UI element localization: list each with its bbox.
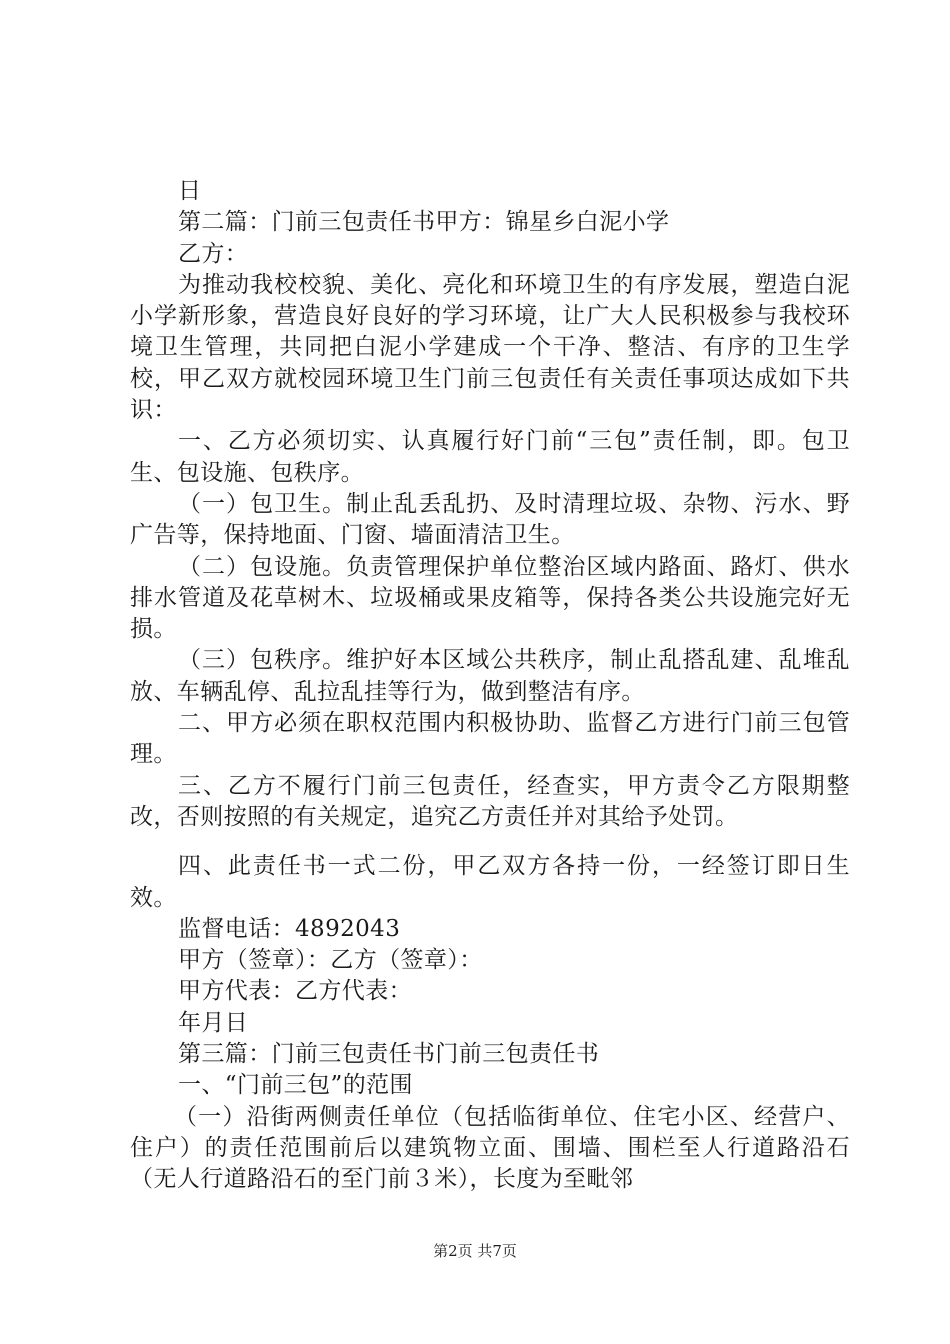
paragraph: （一）包卫生。制止乱丢乱扔、及时清理垃圾、杂物、污水、野广告等，保持地面、门窗、墙面清洁卫生。 [130, 490, 850, 549]
paragraph: 一、“门前三包”的范围 [178, 1072, 413, 1099]
paragraph: 第二篇：门前三包责任书甲方：锦星乡白泥小学 [178, 209, 670, 236]
paragraph: （一）沿街两侧责任单位（包括临街单位、住宅小区、经营户、住户）的责任范围前后以建筑物立面、围墙、围栏至人行道路沿石（无人行道路沿石的至门前３米），长度为至毗邻 [130, 1103, 850, 1193]
paragraph: 一、乙方必须切实、认真履行好门前“三包”责任制，即。包卫生、包设施、包秩序。 [130, 428, 850, 486]
paragraph: 为推动我校校貌、美化、亮化和环境卫生的有序发展，塑造白泥小学新形象，营造良好良好的学习环境，让广大人民积极参与我校环境卫生管理，共同把白泥小学建成一个干净、整洁、有序的卫生学校，甲乙双方就校园环境卫生门前三包责任有关责任事项达成如下共识： [130, 271, 850, 424]
paragraph: 第三篇：门前三包责任书门前三包责任书 [178, 1041, 600, 1068]
paragraph: （二）包设施。负责管理保护单位整治区域内路面、路灯、供水排水管道及花草树木、垃圾桶或果皮箱等，保持各类公共设施完好无损。 [130, 553, 850, 643]
paragraph: （三）包秩序。维护好本区域公共秩序，制止乱搭乱建、乱堆乱放、车辆乱停、乱拉乱挂等行为，做到整洁有序。 [130, 647, 850, 705]
paragraph: 甲方（签章）：乙方（签章）： [178, 947, 483, 974]
paragraph: 二、甲方必须在职权范围内积极协助、监督乙方进行门前三包管理。 [130, 710, 850, 768]
paragraph: 年月日 [178, 1009, 249, 1036]
paragraph: 甲方代表：乙方代表： [178, 978, 412, 1005]
paragraph: 四、此责任书一式二份，甲乙双方各持一份，一经签订即日生效。 [130, 853, 850, 911]
paragraph: 乙方： [178, 240, 249, 267]
page-footer: 第2页 共7页 [433, 1242, 517, 1260]
paragraph: 日 [178, 178, 202, 204]
paragraph: 监督电话：4892043 [178, 915, 401, 942]
paragraph: 三、乙方不履行门前三包责任，经查实，甲方责令乙方限期整改，否则按照的有关规定，追究乙方责任并对其给予处罚。 [130, 772, 850, 830]
document-body [130, 176, 850, 1196]
